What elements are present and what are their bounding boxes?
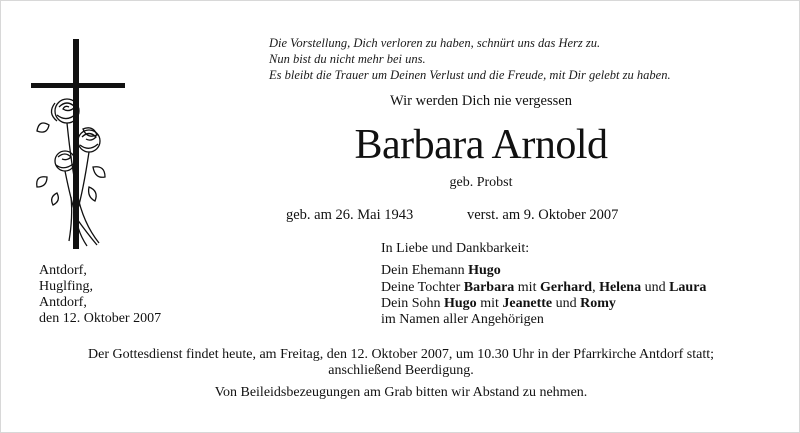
family-name: Gerhard (539, 279, 593, 295)
notice-date: den 12. Oktober 2007 (39, 311, 162, 326)
family-text: mit (514, 279, 540, 295)
family-text: und (552, 295, 581, 311)
family-text: , (592, 279, 600, 295)
condolence-request: Von Beileidsbezeugungen am Grab bitten wir Abstand zu nehmen. (214, 385, 588, 400)
family-name: Hugo (444, 295, 477, 311)
poem-line: Nun bist du nicht mehr bei uns. (269, 52, 426, 66)
family-name: Laura (669, 279, 707, 295)
burial-info: anschließend Beerdigung. (328, 363, 474, 378)
family-text: mit (476, 295, 503, 311)
poem (269, 35, 779, 83)
remember-line: Wir werden Dich nie vergessen (390, 93, 572, 109)
poem-line: Es bleibt die Trauer um Deinen Verlust und die Freude, mit Dir gelebt zu haben. (269, 68, 671, 82)
family-text: Dein Ehemann (381, 263, 469, 279)
family-name: Helena (599, 279, 642, 295)
cross-with-roses-icon (27, 37, 131, 253)
place-line: Antdorf, (39, 263, 87, 278)
place-line: Huglfing, (39, 279, 94, 294)
family-text: Dein Sohn (381, 295, 444, 311)
family-name: Jeanette (502, 295, 553, 311)
maiden-name: geb. Probst (449, 175, 513, 190)
poem-line: Die Vorstellung, Dich verloren zu haben, schnürt uns das Herz zu. (269, 36, 601, 50)
family-text: und (641, 279, 670, 295)
family-text: Deine Tochter (381, 279, 464, 295)
deceased-name: Barbara Arnold (354, 122, 608, 168)
family-line-husband (381, 263, 706, 279)
family-name: Romy (580, 295, 616, 311)
family-list (381, 241, 706, 328)
family-line-relatives: im Namen aller Angehörigen (381, 312, 544, 328)
family-line-son (381, 296, 706, 312)
family-line-daughter (381, 280, 706, 296)
death-date: verst. am 9. Oktober 2007 (467, 207, 619, 223)
birth-date: geb. am 26. Mai 1943 (286, 207, 414, 223)
place-line: Antdorf, (39, 295, 87, 310)
family-intro: In Liebe und Dankbarkeit: (381, 241, 530, 256)
service-info: Der Gottesdienst findet heute, am Freitag, den 12. Oktober 2007, um 10.30 Uhr in der Pfarrkirche Antdorf statt; (88, 347, 714, 362)
places-and-date (39, 263, 161, 327)
family-name: Barbara (463, 279, 515, 295)
family-name: Hugo (468, 263, 501, 279)
